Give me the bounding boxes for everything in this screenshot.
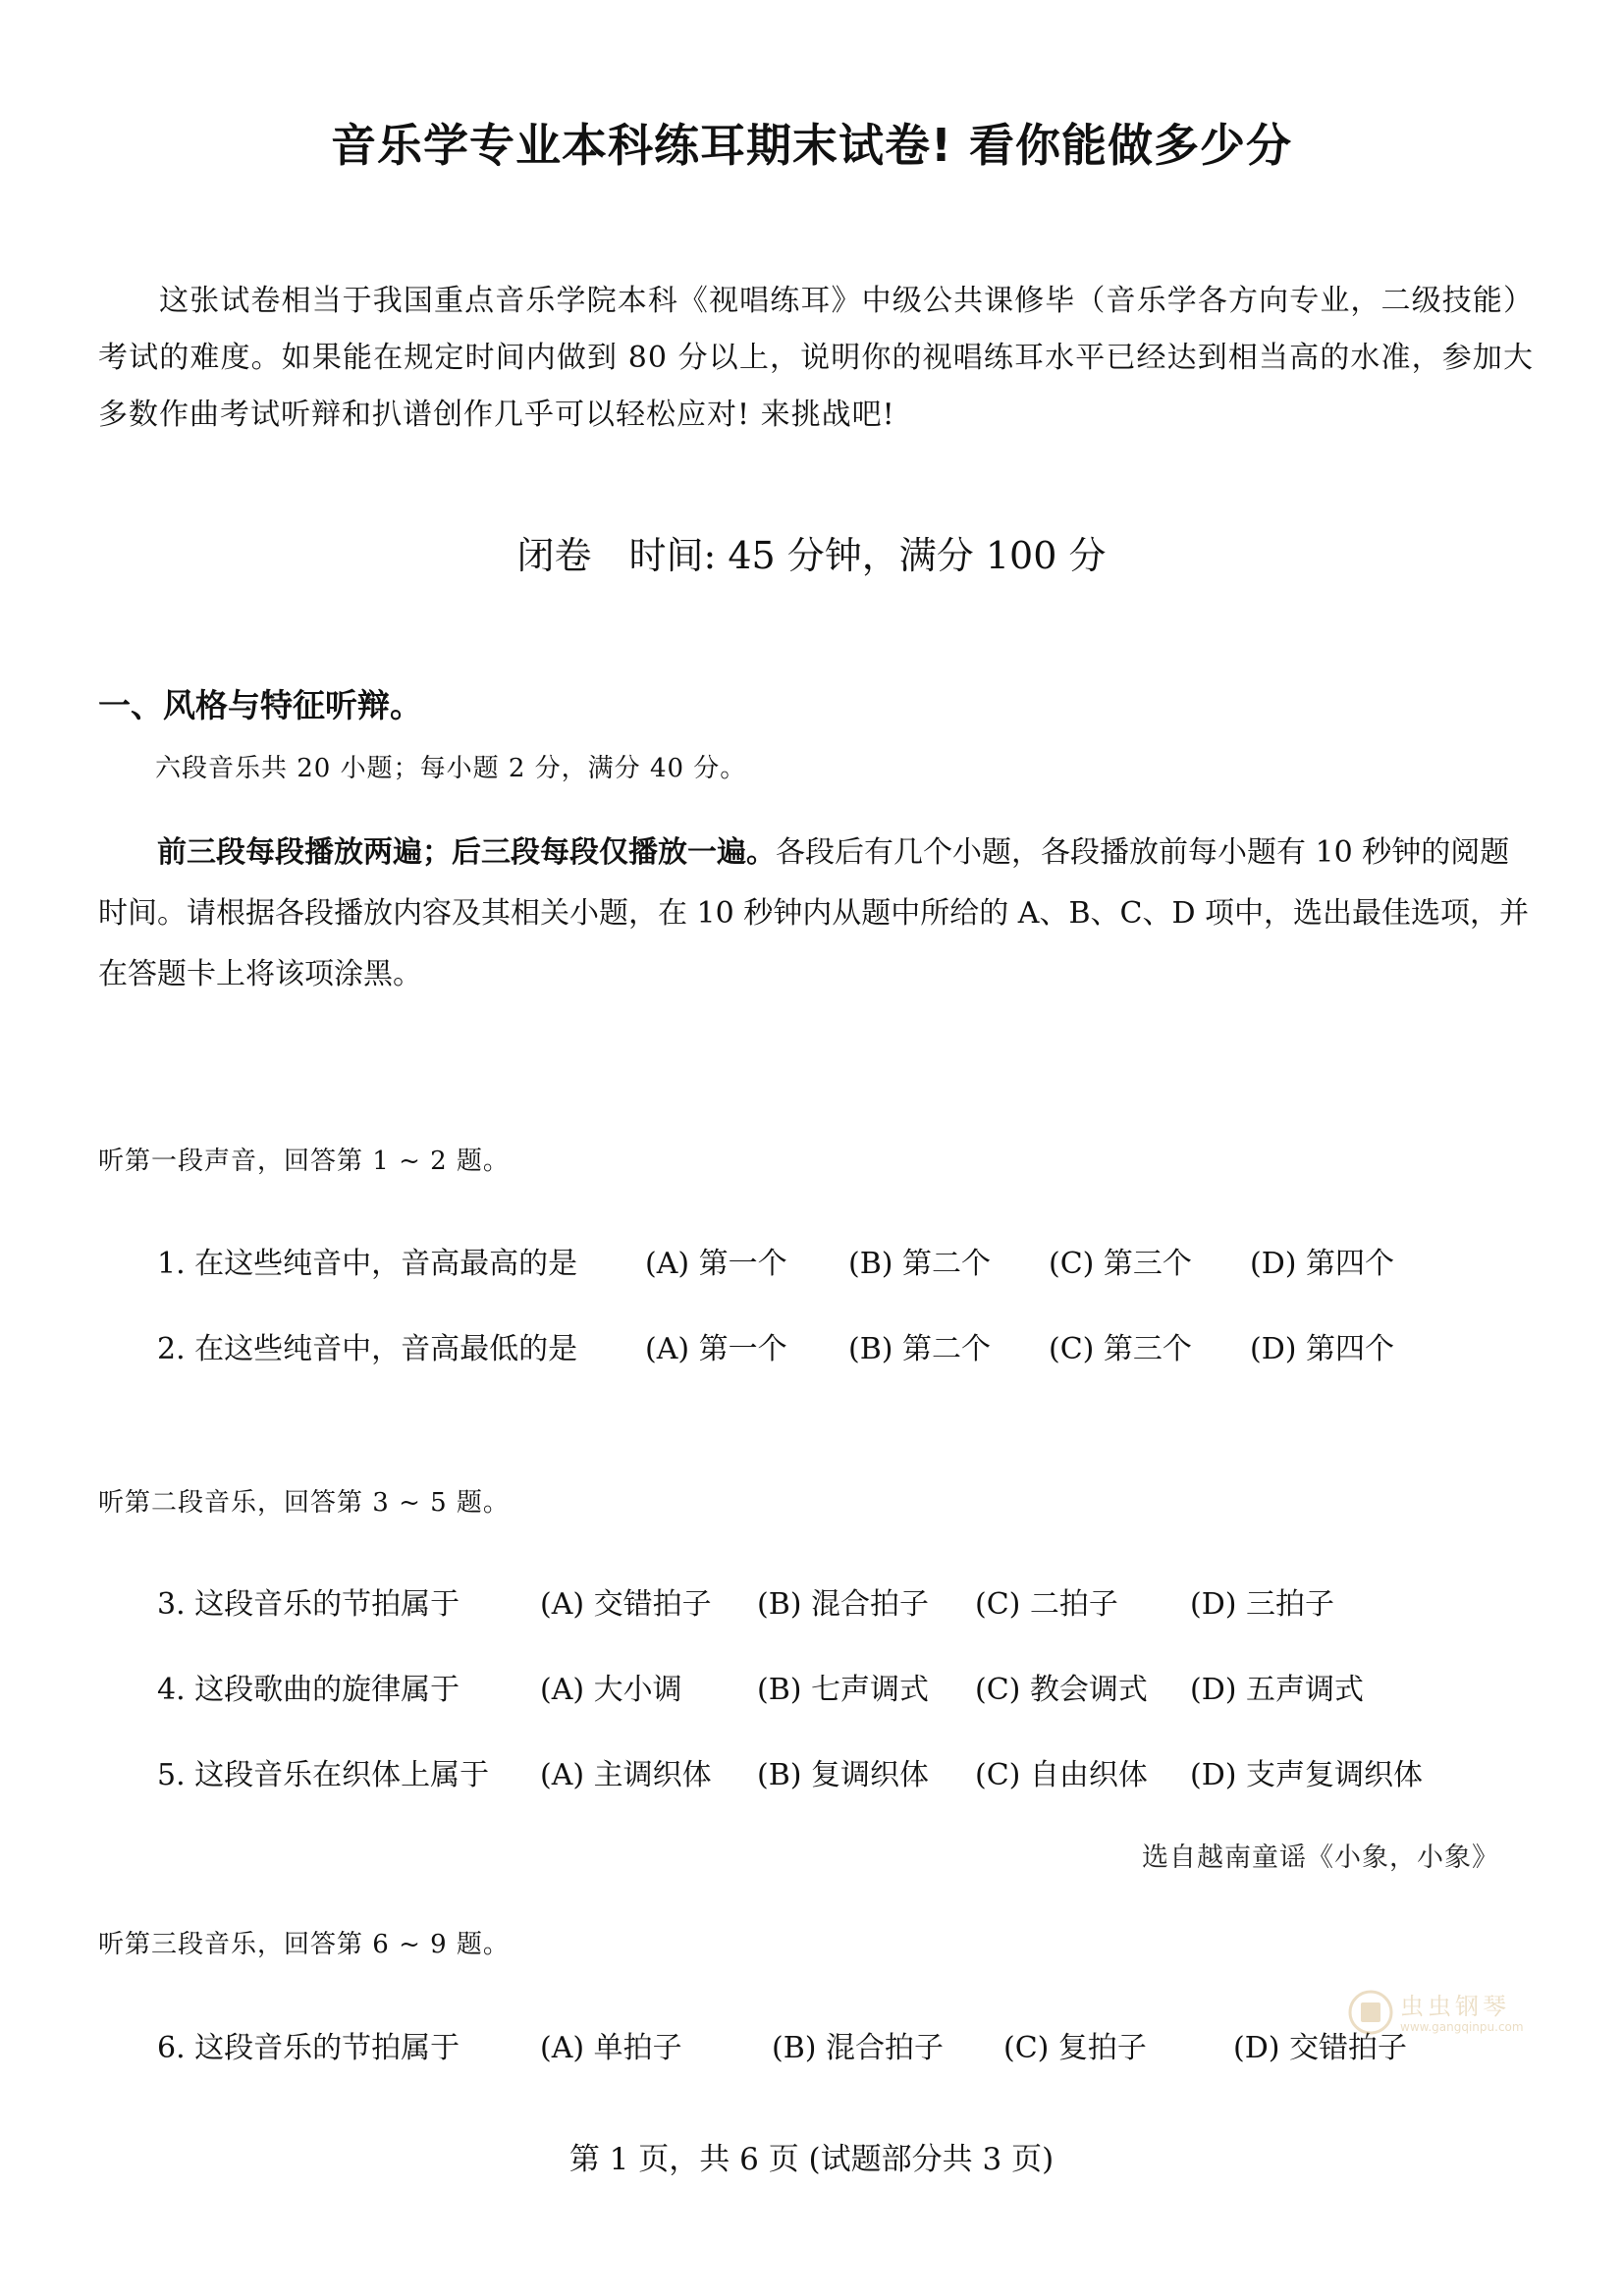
option-a: (A) 第一个 [645, 1332, 787, 1366]
option-d: (D) 支声复调织体 [1190, 1758, 1423, 1792]
watermark-text: 虫虫钢琴 [1400, 1993, 1510, 2020]
music-source: 选自越南童谣《小象，小象》 [1142, 1842, 1499, 1873]
option-b: (B) 混合拍子 [772, 2031, 944, 2065]
option-d: (D) 第四个 [1250, 1332, 1394, 1366]
section-heading: 一、风格与特征听辩。 [98, 686, 422, 724]
question-stem: 5. 这段音乐在织体上属于 [157, 1758, 490, 1792]
option-a: (A) 大小调 [540, 1673, 682, 1707]
option-a: (A) 交错拍子 [540, 1587, 712, 1622]
option-c: (C) 第三个 [1049, 1247, 1192, 1281]
option-b: (B) 复调织体 [757, 1758, 929, 1792]
watermark-url: www.gangqinpu.com [1400, 2020, 1524, 2034]
option-c: (C) 二拍子 [975, 1587, 1118, 1622]
option-a: (A) 单拍子 [540, 2031, 682, 2065]
question-stem: 4. 这段歌曲的旋律属于 [157, 1673, 460, 1707]
question-stem: 3. 这段音乐的节拍属于 [157, 1587, 460, 1622]
option-b: (B) 第二个 [848, 1332, 991, 1366]
watermark [1345, 1983, 1542, 2042]
exam-info: 闭卷 时间: 45 分钟，满分 100 分 [516, 534, 1107, 577]
option-c: (C) 第三个 [1049, 1332, 1192, 1366]
option-c: (C) 教会调式 [975, 1673, 1148, 1707]
instructions-text: 各段后有几个小题，各段播放前每小题有 10 秒钟的阅题时间。请根据各段播放内容及其相关小题，在 10 秒钟内从题中所给的 A、B、C、D 项中，选出最佳选项，并在答题卡上将该项涂黑。 [98, 835, 1530, 991]
section-instructions [98, 823, 1532, 1005]
option-c: (C) 自由织体 [975, 1758, 1148, 1792]
option-d: (D) 第四个 [1250, 1247, 1394, 1281]
page-footer: 第 1 页，共 6 页 (试题部分共 3 页) [568, 2142, 1055, 2177]
option-b: (B) 七声调式 [757, 1673, 929, 1707]
question-stem: 6. 这段音乐的节拍属于 [157, 2031, 460, 2065]
part1-prompt: 听第一段声音，回答第 1 ~ 2 题。 [98, 1147, 510, 1176]
intro-paragraph: 这张试卷相当于我国重点音乐学院本科《视唱练耳》中级公共课修毕（音乐学各方向专业，二级技能）考试的难度。如果能在规定时间内做到 80 分以上，说明你的视唱练耳水平已经达到相当高的水准，参加大多数作曲考试听辩和扒谱创作几乎可以轻松应对! 来挑战吧! [98, 284, 1534, 432]
option-a: (A) 第一个 [645, 1247, 787, 1281]
part3-prompt: 听第三段音乐，回答第 6 ~ 9 题。 [98, 1930, 510, 1959]
option-c: (C) 复拍子 [1003, 2031, 1147, 2065]
question-stem: 2. 在这些纯音中，音高最低的是 [157, 1332, 578, 1366]
piano-logo-icon [1347, 1989, 1394, 2036]
question-stem: 1. 在这些纯音中，音高最高的是 [157, 1247, 578, 1281]
option-d: (D) 交错拍子 [1233, 2031, 1407, 2065]
page-title: 音乐学专业本科练耳期末试卷! 看你能做多少分 [331, 119, 1292, 172]
option-a: (A) 主调织体 [540, 1758, 712, 1792]
option-d: (D) 五声调式 [1190, 1673, 1364, 1707]
option-b: (B) 混合拍子 [757, 1587, 929, 1622]
option-b: (B) 第二个 [848, 1247, 991, 1281]
part2-prompt: 听第二段音乐，回答第 3 ~ 5 题。 [98, 1488, 510, 1518]
option-d: (D) 三拍子 [1190, 1587, 1334, 1622]
instructions-emphasis: 前三段每段播放两遍；后三段每段仅播放一遍。 [157, 835, 776, 870]
section-scoring: 六段音乐共 20 小题；每小题 2 分，满分 40 分。 [155, 754, 747, 783]
